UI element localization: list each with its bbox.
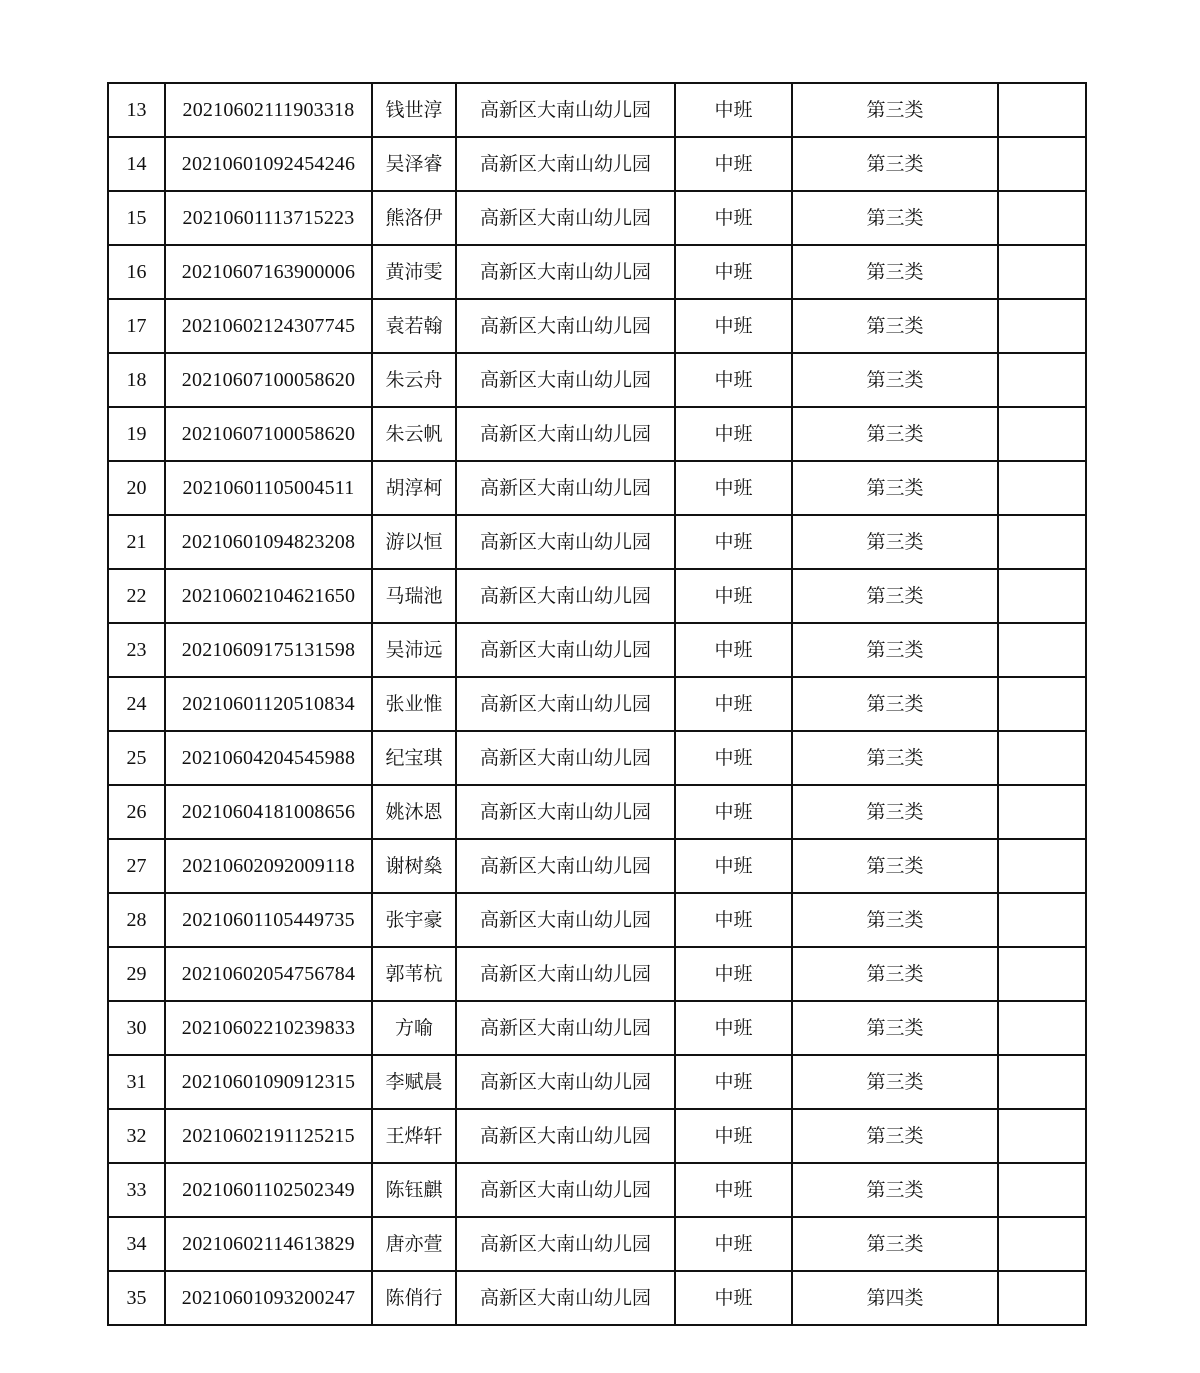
class-level-cell: 中班: [675, 839, 792, 893]
enrollment-table: [107, 82, 1087, 1326]
table-row: [108, 191, 1086, 245]
table-row: [108, 1055, 1086, 1109]
category-cell: 第三类: [792, 1001, 998, 1055]
table-row: [108, 623, 1086, 677]
row-index-cell: 13: [108, 83, 165, 137]
class-level-cell: 中班: [675, 623, 792, 677]
school-name-cell: 高新区大南山幼儿园: [456, 1055, 675, 1109]
table-row: [108, 677, 1086, 731]
row-index-cell: 34: [108, 1217, 165, 1271]
remark-cell: [998, 515, 1086, 569]
remark-cell: [998, 947, 1086, 1001]
table-row: [108, 839, 1086, 893]
row-index-cell: 15: [108, 191, 165, 245]
table-row: [108, 137, 1086, 191]
table-row: [108, 785, 1086, 839]
application-number-cell: 20210602124307745: [165, 299, 372, 353]
child-name-cell: 张宇豪: [372, 893, 456, 947]
child-name-cell: 姚沐恩: [372, 785, 456, 839]
row-index-cell: 22: [108, 569, 165, 623]
school-name-cell: 高新区大南山幼儿园: [456, 947, 675, 1001]
school-name-cell: 高新区大南山幼儿园: [456, 731, 675, 785]
child-name-cell: 游以恒: [372, 515, 456, 569]
application-number-cell: 20210607100058620: [165, 353, 372, 407]
row-index-cell: 29: [108, 947, 165, 1001]
category-cell: 第三类: [792, 677, 998, 731]
remark-cell: [998, 839, 1086, 893]
child-name-cell: 吴泽睿: [372, 137, 456, 191]
child-name-cell: 王烨轩: [372, 1109, 456, 1163]
table-row: [108, 947, 1086, 1001]
class-level-cell: 中班: [675, 83, 792, 137]
category-cell: 第三类: [792, 137, 998, 191]
remark-cell: [998, 407, 1086, 461]
child-name-cell: 谢树燊: [372, 839, 456, 893]
remark-cell: [998, 1217, 1086, 1271]
table-row: [108, 245, 1086, 299]
remark-cell: [998, 1271, 1086, 1325]
class-level-cell: 中班: [675, 1055, 792, 1109]
class-level-cell: 中班: [675, 1163, 792, 1217]
child-name-cell: 钱世淳: [372, 83, 456, 137]
category-cell: 第四类: [792, 1271, 998, 1325]
table-row: [108, 569, 1086, 623]
class-level-cell: 中班: [675, 407, 792, 461]
application-number-cell: 20210601092454246: [165, 137, 372, 191]
class-level-cell: 中班: [675, 731, 792, 785]
remark-cell: [998, 299, 1086, 353]
row-index-cell: 18: [108, 353, 165, 407]
child-name-cell: 熊洛伊: [372, 191, 456, 245]
class-level-cell: 中班: [675, 677, 792, 731]
application-number-cell: 20210607100058620: [165, 407, 372, 461]
row-index-cell: 31: [108, 1055, 165, 1109]
school-name-cell: 高新区大南山幼儿园: [456, 407, 675, 461]
row-index-cell: 30: [108, 1001, 165, 1055]
table-row: [108, 1217, 1086, 1271]
row-index-cell: 25: [108, 731, 165, 785]
application-number-cell: 20210601105449735: [165, 893, 372, 947]
remark-cell: [998, 191, 1086, 245]
row-index-cell: 20: [108, 461, 165, 515]
table-row: [108, 353, 1086, 407]
class-level-cell: 中班: [675, 353, 792, 407]
application-number-cell: 20210601105004511: [165, 461, 372, 515]
school-name-cell: 高新区大南山幼儿园: [456, 677, 675, 731]
school-name-cell: 高新区大南山幼儿园: [456, 191, 675, 245]
class-level-cell: 中班: [675, 1217, 792, 1271]
school-name-cell: 高新区大南山幼儿园: [456, 623, 675, 677]
table-row: [108, 461, 1086, 515]
child-name-cell: 李赋晨: [372, 1055, 456, 1109]
category-cell: 第三类: [792, 191, 998, 245]
table-row: [108, 1163, 1086, 1217]
table-body: [108, 83, 1086, 1325]
category-cell: 第三类: [792, 1217, 998, 1271]
row-index-cell: 17: [108, 299, 165, 353]
class-level-cell: 中班: [675, 299, 792, 353]
child-name-cell: 纪宝琪: [372, 731, 456, 785]
category-cell: 第三类: [792, 1163, 998, 1217]
application-number-cell: 20210601102502349: [165, 1163, 372, 1217]
application-number-cell: 20210601093200247: [165, 1271, 372, 1325]
table-row: [108, 407, 1086, 461]
child-name-cell: 张业惟: [372, 677, 456, 731]
child-name-cell: 吴沛远: [372, 623, 456, 677]
table-row: [108, 299, 1086, 353]
row-index-cell: 32: [108, 1109, 165, 1163]
remark-cell: [998, 623, 1086, 677]
school-name-cell: 高新区大南山幼儿园: [456, 515, 675, 569]
school-name-cell: 高新区大南山幼儿园: [456, 1271, 675, 1325]
row-index-cell: 23: [108, 623, 165, 677]
child-name-cell: 朱云舟: [372, 353, 456, 407]
application-number-cell: 20210602054756784: [165, 947, 372, 1001]
application-number-cell: 20210602092009118: [165, 839, 372, 893]
category-cell: 第三类: [792, 731, 998, 785]
school-name-cell: 高新区大南山幼儿园: [456, 299, 675, 353]
row-index-cell: 26: [108, 785, 165, 839]
application-number-cell: 20210609175131598: [165, 623, 372, 677]
child-name-cell: 袁若翰: [372, 299, 456, 353]
application-number-cell: 20210602114613829: [165, 1217, 372, 1271]
row-index-cell: 21: [108, 515, 165, 569]
remark-cell: [998, 1001, 1086, 1055]
category-cell: 第三类: [792, 785, 998, 839]
table-row: [108, 1109, 1086, 1163]
application-number-cell: 20210602104621650: [165, 569, 372, 623]
class-level-cell: 中班: [675, 947, 792, 1001]
row-index-cell: 16: [108, 245, 165, 299]
class-level-cell: 中班: [675, 191, 792, 245]
child-name-cell: 唐亦萱: [372, 1217, 456, 1271]
class-level-cell: 中班: [675, 461, 792, 515]
row-index-cell: 33: [108, 1163, 165, 1217]
table-row: [108, 731, 1086, 785]
row-index-cell: 24: [108, 677, 165, 731]
category-cell: 第三类: [792, 407, 998, 461]
school-name-cell: 高新区大南山幼儿园: [456, 245, 675, 299]
school-name-cell: 高新区大南山幼儿园: [456, 353, 675, 407]
remark-cell: [998, 731, 1086, 785]
remark-cell: [998, 83, 1086, 137]
class-level-cell: 中班: [675, 569, 792, 623]
school-name-cell: 高新区大南山幼儿园: [456, 83, 675, 137]
school-name-cell: 高新区大南山幼儿园: [456, 893, 675, 947]
table-row: [108, 893, 1086, 947]
table-row: [108, 83, 1086, 137]
school-name-cell: 高新区大南山幼儿园: [456, 1163, 675, 1217]
category-cell: 第三类: [792, 83, 998, 137]
category-cell: 第三类: [792, 623, 998, 677]
remark-cell: [998, 893, 1086, 947]
remark-cell: [998, 785, 1086, 839]
remark-cell: [998, 137, 1086, 191]
application-number-cell: 20210601090912315: [165, 1055, 372, 1109]
table-row: [108, 1001, 1086, 1055]
category-cell: 第三类: [792, 947, 998, 1001]
school-name-cell: 高新区大南山幼儿园: [456, 137, 675, 191]
school-name-cell: 高新区大南山幼儿园: [456, 1217, 675, 1271]
remark-cell: [998, 245, 1086, 299]
row-index-cell: 28: [108, 893, 165, 947]
class-level-cell: 中班: [675, 245, 792, 299]
class-level-cell: 中班: [675, 515, 792, 569]
category-cell: 第三类: [792, 893, 998, 947]
application-number-cell: 20210601094823208: [165, 515, 372, 569]
application-number-cell: 20210607163900006: [165, 245, 372, 299]
remark-cell: [998, 677, 1086, 731]
table-row: [108, 1271, 1086, 1325]
application-number-cell: 20210601113715223: [165, 191, 372, 245]
remark-cell: [998, 1163, 1086, 1217]
category-cell: 第三类: [792, 1055, 998, 1109]
category-cell: 第三类: [792, 353, 998, 407]
application-number-cell: 20210601120510834: [165, 677, 372, 731]
remark-cell: [998, 1109, 1086, 1163]
class-level-cell: 中班: [675, 785, 792, 839]
category-cell: 第三类: [792, 569, 998, 623]
remark-cell: [998, 569, 1086, 623]
remark-cell: [998, 353, 1086, 407]
application-number-cell: 20210602191125215: [165, 1109, 372, 1163]
child-name-cell: 陈钰麒: [372, 1163, 456, 1217]
child-name-cell: 黄沛雯: [372, 245, 456, 299]
category-cell: 第三类: [792, 515, 998, 569]
application-number-cell: 20210604204545988: [165, 731, 372, 785]
category-cell: 第三类: [792, 461, 998, 515]
category-cell: 第三类: [792, 299, 998, 353]
application-number-cell: 20210602111903318: [165, 83, 372, 137]
row-index-cell: 14: [108, 137, 165, 191]
school-name-cell: 高新区大南山幼儿园: [456, 1001, 675, 1055]
child-name-cell: 朱云帆: [372, 407, 456, 461]
remark-cell: [998, 461, 1086, 515]
school-name-cell: 高新区大南山幼儿园: [456, 785, 675, 839]
category-cell: 第三类: [792, 245, 998, 299]
category-cell: 第三类: [792, 839, 998, 893]
school-name-cell: 高新区大南山幼儿园: [456, 569, 675, 623]
school-name-cell: 高新区大南山幼儿园: [456, 1109, 675, 1163]
school-name-cell: 高新区大南山幼儿园: [456, 461, 675, 515]
class-level-cell: 中班: [675, 1109, 792, 1163]
child-name-cell: 郭苇杭: [372, 947, 456, 1001]
child-name-cell: 方喻: [372, 1001, 456, 1055]
child-name-cell: 胡淳柯: [372, 461, 456, 515]
child-name-cell: 陈俏行: [372, 1271, 456, 1325]
remark-cell: [998, 1055, 1086, 1109]
school-name-cell: 高新区大南山幼儿园: [456, 839, 675, 893]
category-cell: 第三类: [792, 1109, 998, 1163]
class-level-cell: 中班: [675, 893, 792, 947]
class-level-cell: 中班: [675, 1001, 792, 1055]
application-number-cell: 20210602210239833: [165, 1001, 372, 1055]
application-number-cell: 20210604181008656: [165, 785, 372, 839]
class-level-cell: 中班: [675, 1271, 792, 1325]
row-index-cell: 27: [108, 839, 165, 893]
class-level-cell: 中班: [675, 137, 792, 191]
row-index-cell: 19: [108, 407, 165, 461]
child-name-cell: 马瑞池: [372, 569, 456, 623]
row-index-cell: 35: [108, 1271, 165, 1325]
table-row: [108, 515, 1086, 569]
